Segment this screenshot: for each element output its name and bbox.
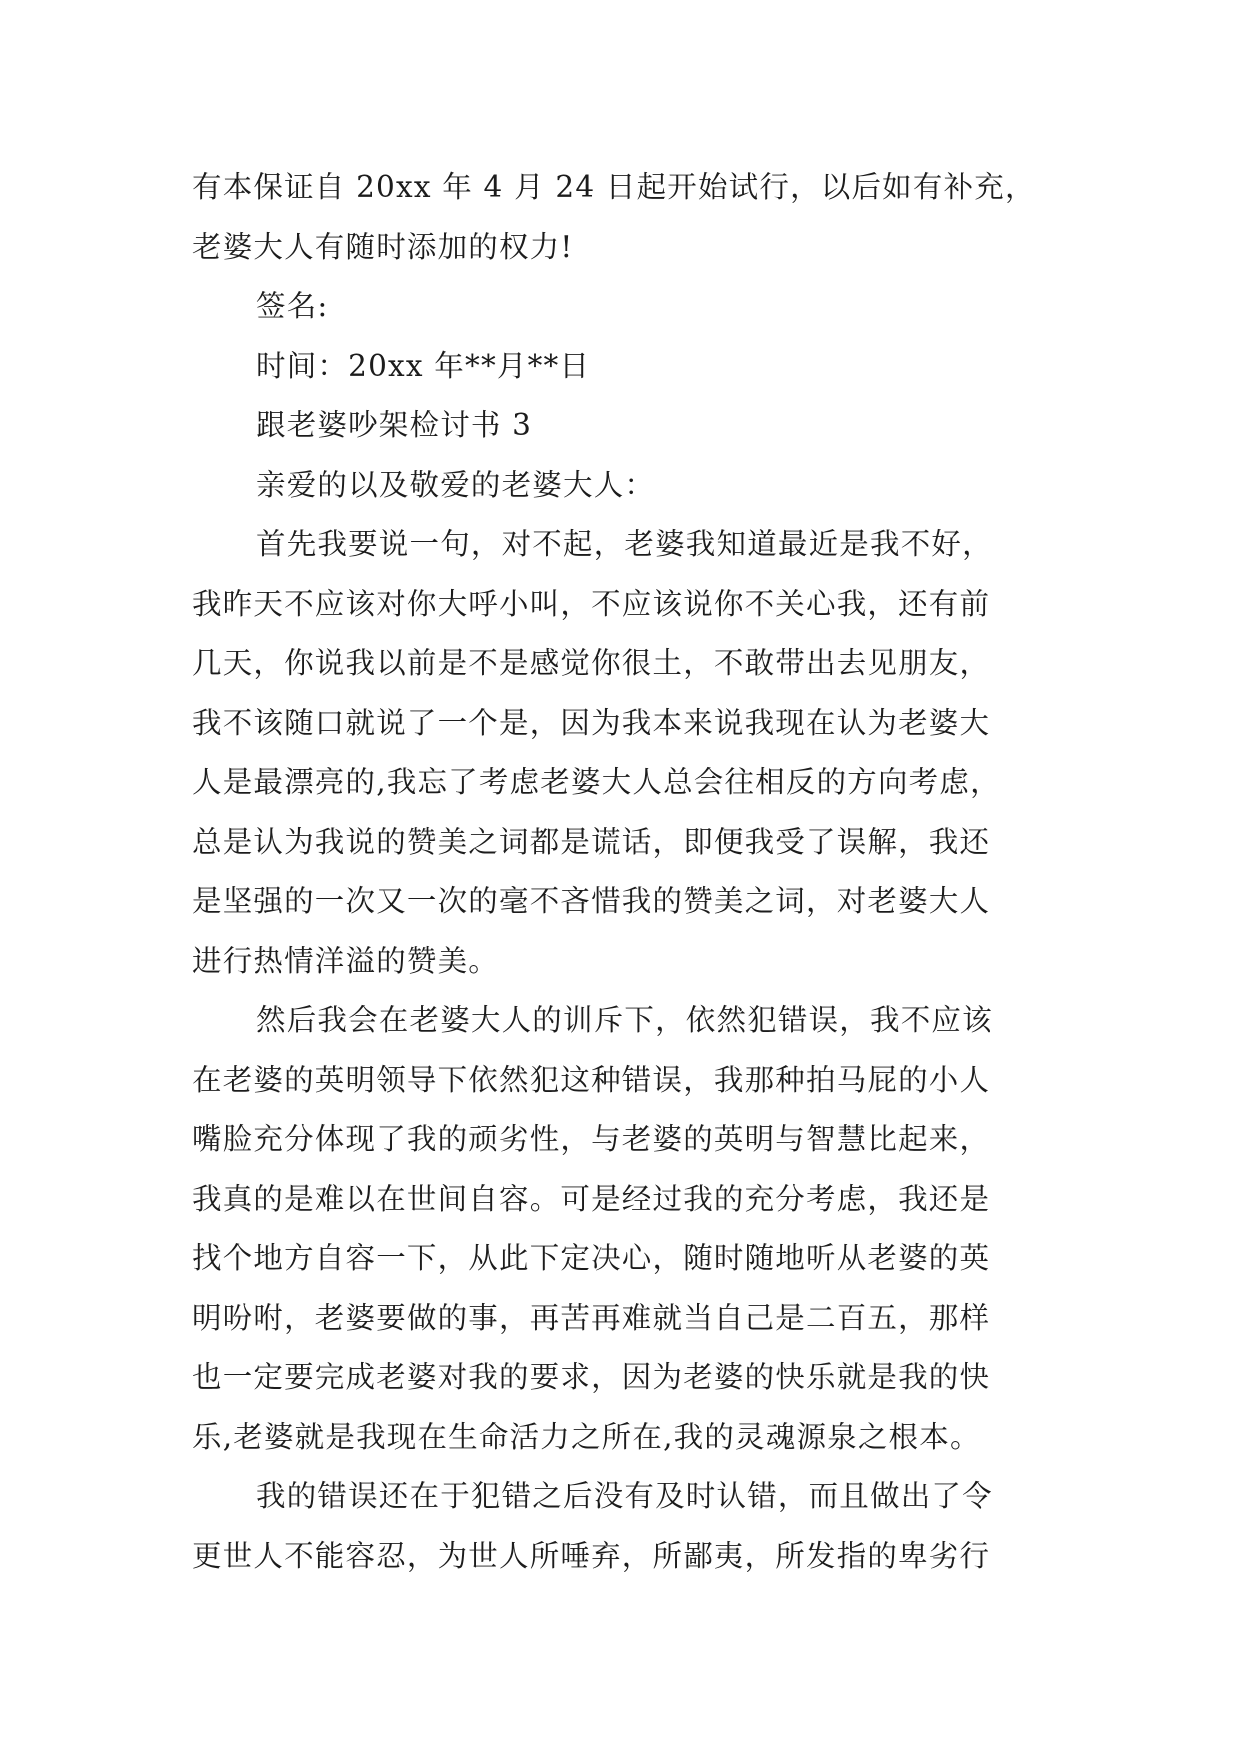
section-title: 跟老婆吵架检讨书 3 (256, 408, 533, 442)
paragraph-start: 首先我要说一句，对不起，老婆我知道最近是我不好， (256, 527, 993, 561)
text-line: 进行热情洋溢的赞美。 (192, 943, 500, 978)
text-line: 是坚强的一次又一次的毫不吝惜我的赞美之词，对老婆大人 (192, 884, 991, 918)
text-line: 乐,老婆就是我现在生命活力之所在,我的灵魂源泉之根本。 (192, 1419, 981, 1454)
text-line: 我昨天不应该对你大呼小叫，不应该说你不关心我，还有前 (192, 586, 991, 621)
paragraph-start: 然后我会在老婆大人的训斥下，依然犯错误，我不应该 (256, 1003, 993, 1037)
salutation: 亲爱的以及敬爱的老婆大人： (256, 467, 656, 502)
paragraph-start: 我的错误还在于犯错之后没有及时认错，而且做出了令 (256, 1479, 993, 1513)
date-line: 时间：20xx 年**月**日 (256, 348, 591, 383)
text-line: 也一定要完成老婆对我的要求，因为老婆的快乐就是我的快 (192, 1360, 991, 1394)
text-line: 我不该随口就说了一个是，因为我本来说我现在认为老婆大 (192, 705, 991, 740)
text-line: 在老婆的英明领导下依然犯这种错误，我那种拍马屁的小人 (192, 1062, 991, 1097)
text-line: 更世人不能容忍，为世人所唾弃，所鄙夷，所发指的卑劣行 (192, 1538, 991, 1573)
text-line: 嘴脸充分体现了我的顽劣性，与老婆的英明与智慧比起来， (192, 1122, 991, 1156)
text-line: 几天，你说我以前是不是感觉你很土，不敢带出去见朋友， (192, 646, 991, 680)
text-line: 总是认为我说的赞美之词都是谎话，即便我受了误解，我还 (192, 824, 991, 859)
signature-label: 签名: (256, 289, 329, 323)
text-line: 我真的是难以在世间自容。可是经过我的充分考虑，我还是 (192, 1181, 991, 1216)
text-line: 找个地方自容一下，从此下定决心，随时随地听从老婆的英 (192, 1241, 991, 1275)
document-body (192, 158, 1072, 1586)
text-line: 有本保证自 20xx 年 4 月 24 日起开始试行，以后如有补充， (192, 170, 1036, 204)
text-line: 明吩咐，老婆要做的事，再苦再难就当自己是二百五，那样 (192, 1300, 991, 1335)
text-line: 老婆大人有随时添加的权力! (192, 229, 574, 264)
text-line: 人是最漂亮的,我忘了考虑老婆大人总会往相反的方向考虑， (192, 765, 1001, 799)
